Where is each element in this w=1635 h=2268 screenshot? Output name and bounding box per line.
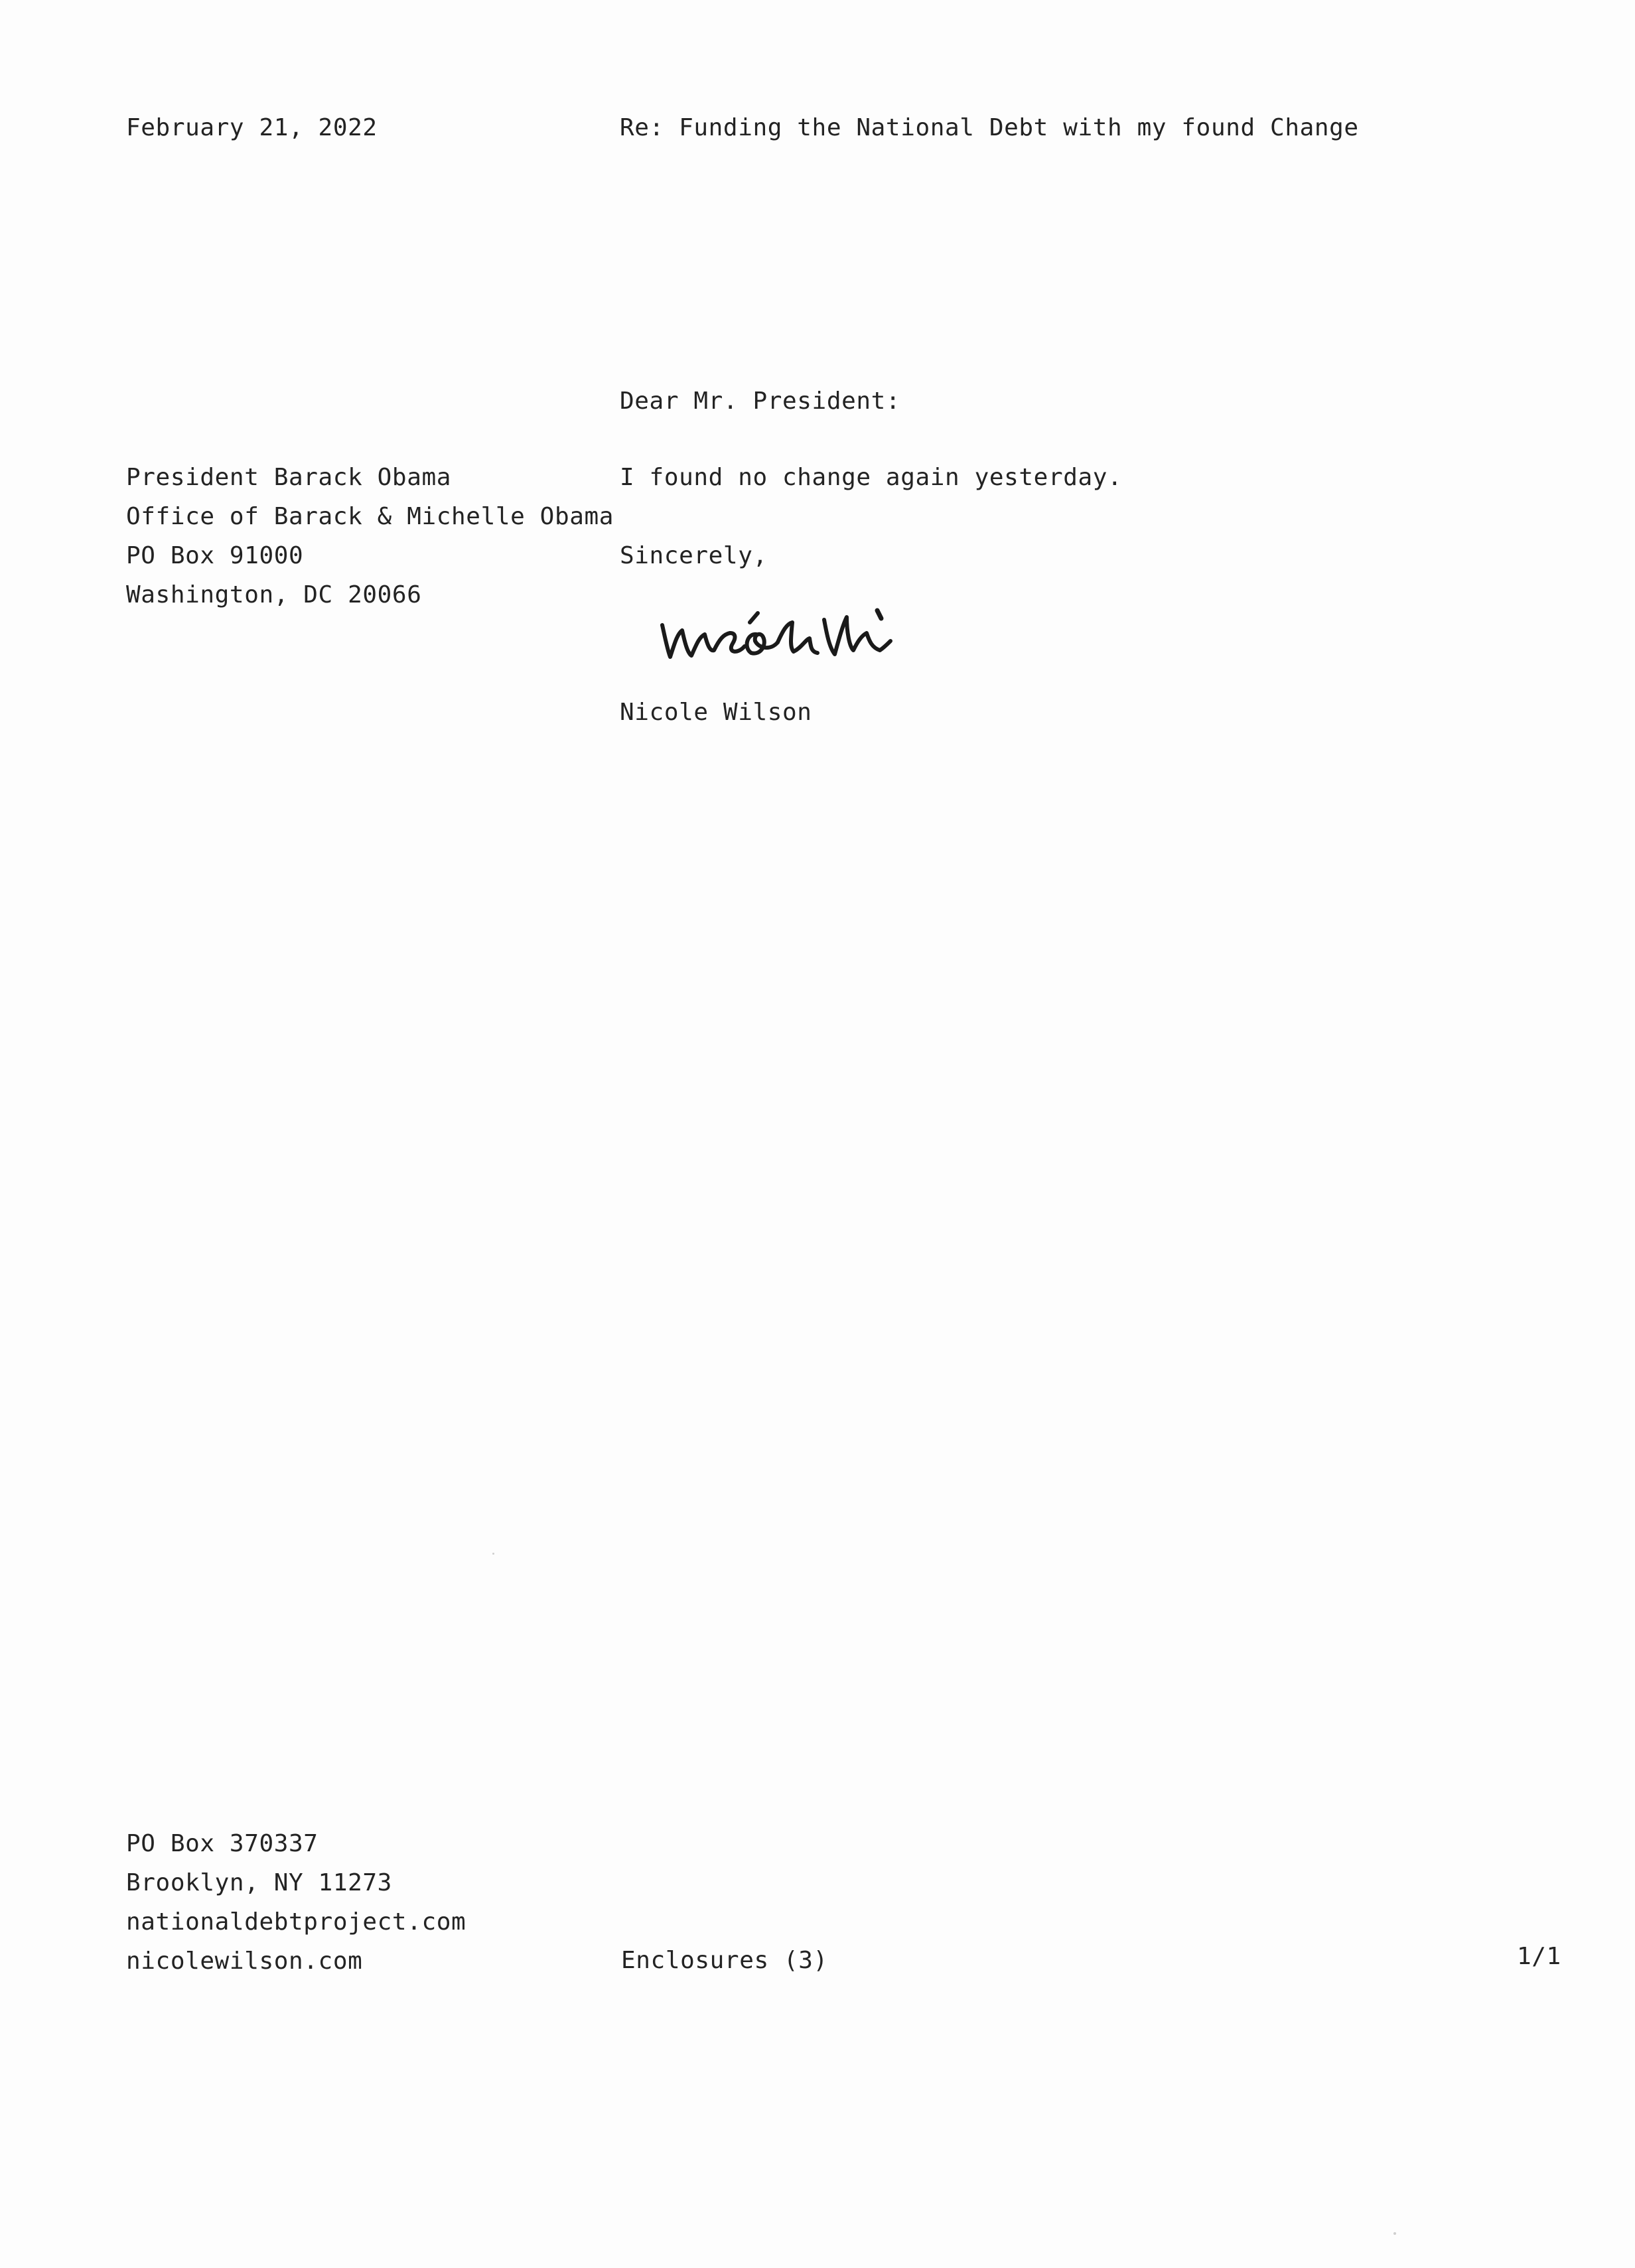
letter-closing: Sincerely, [620, 542, 768, 569]
letter-date: February 21, 2022 [126, 114, 378, 141]
sender-website-personal: nicolewilson.com [126, 1948, 363, 1975]
recipient-po-box: PO Box 91000 [126, 542, 304, 569]
scan-speck [1393, 2232, 1396, 2235]
enclosures-note: Enclosures (3) [621, 1947, 828, 1974]
recipient-name: President Barack Obama [126, 464, 452, 491]
sender-city: Brooklyn, NY 11273 [126, 1869, 392, 1896]
signer-name: Nicole Wilson [620, 699, 812, 726]
recipient-office: Office of Barack & Michelle Obama [126, 503, 614, 530]
sender-po-box: PO Box 370337 [126, 1830, 319, 1857]
recipient-city: Washington, DC 20066 [126, 581, 422, 608]
letter-subject: Re: Funding the National Debt with my found Change [620, 114, 1359, 141]
sender-address [126, 1824, 466, 1981]
page-number: 1/1 [1517, 1943, 1561, 1970]
letter-message: I found no change again yesterday. [620, 464, 1123, 491]
salutation: Dear Mr. President: [620, 388, 901, 415]
handwritten-signature [650, 584, 982, 670]
scan-speck [492, 1553, 494, 1555]
recipient-address [126, 458, 614, 614]
sender-website-project: nationaldebtproject.com [126, 1908, 466, 1936]
